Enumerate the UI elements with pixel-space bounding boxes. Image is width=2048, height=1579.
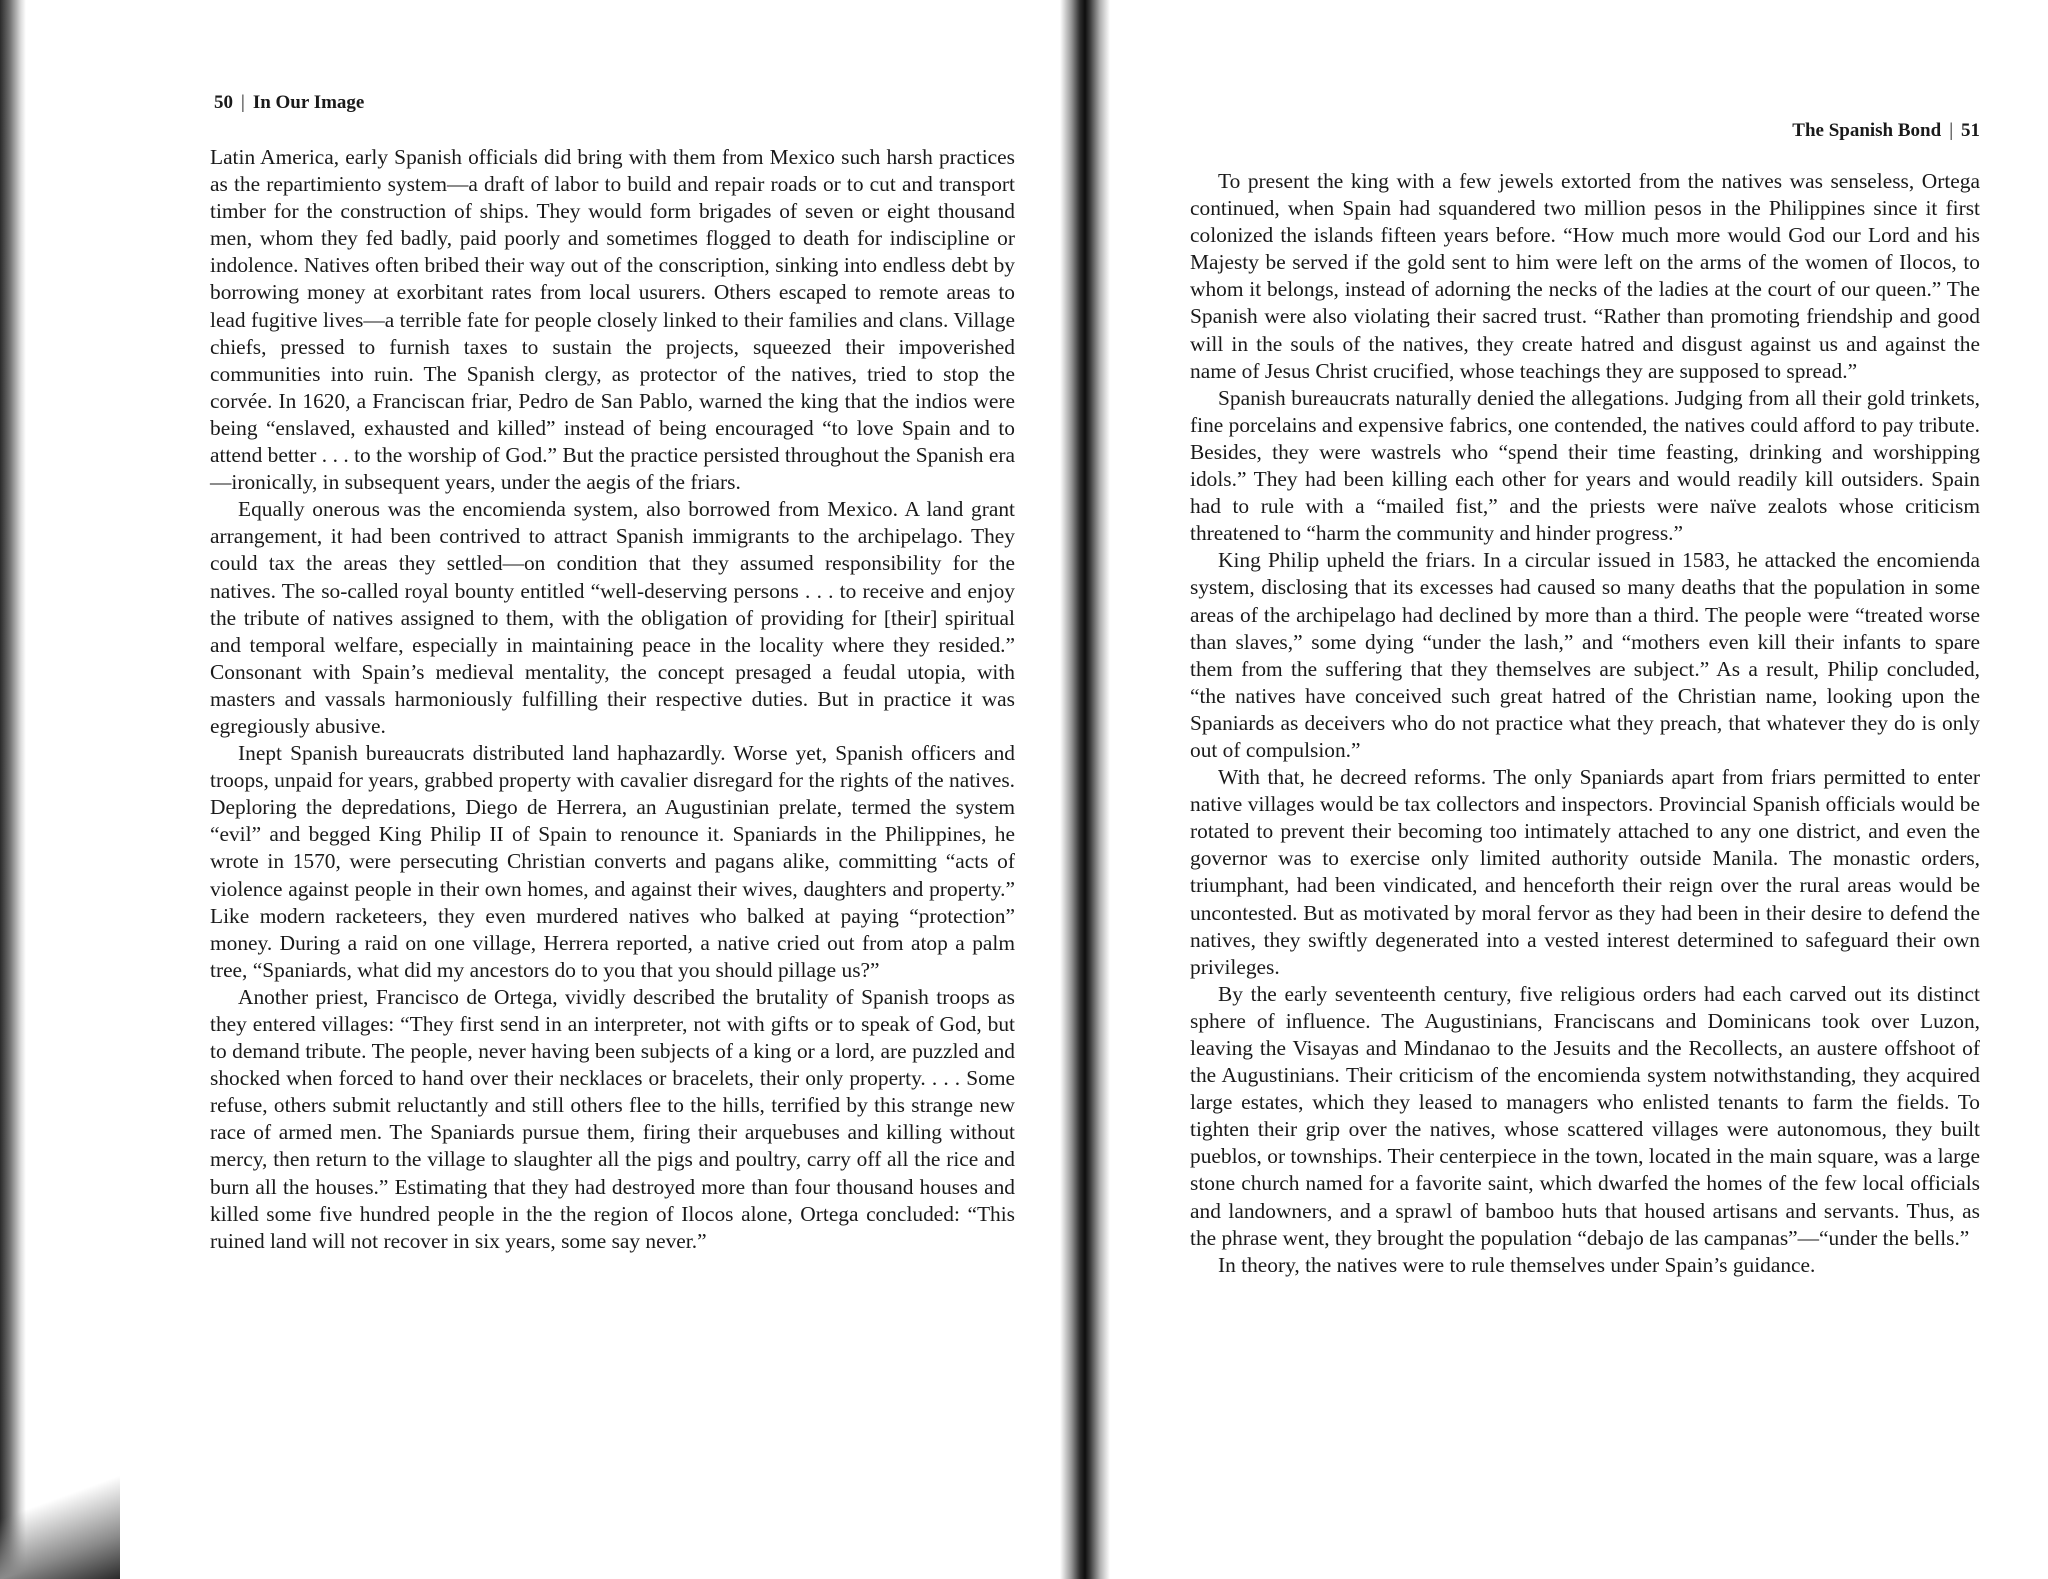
left-page-corner-shadow xyxy=(0,1450,120,1579)
right-page xyxy=(1190,0,1980,1579)
paragraph: In theory, the natives were to rule themselves under Spain’s guidance. xyxy=(1218,1252,1816,1277)
book-gutter xyxy=(1060,0,1110,1579)
paragraph: Another priest, Francisco de Ortega, vividly described the brutality of Spanish troops as they entered villages: “They first send in an interpreter, not with gifts or to speak of God, but to demand tribute. The people, never having been subjects of a king or a lord, are puzzled and shocked when forced to hand over their necklaces or bracelets, their only property. . . . Some refuse, others submit reluctantly and still others flee to the hills, terrified by this strange new race of armed men. The Spaniards pursue them, firing their arquebuses and killing without mercy, then return to the village to slaughter all the pigs and poultry, carry off all the rice and burn all the houses.” Estimating that they had destroyed more than four thousand houses and killed some five hundred people in the the region of Ilocos alone, Ortega concluded: “This ruined land will not recover in six years, some say never.” xyxy=(210,984,1015,1253)
book-title: In Our Image xyxy=(252,92,365,113)
left-page xyxy=(210,0,1015,1579)
paragraph: King Philip upheld the friars. In a circular issued in 1583, he attacked the encomienda system, disclosing that its excesses had caused so many deaths that the population in some areas of the archipelago had declined by more than a third. The people were “treated worse than slaves,” some dying “under the lash,” and “mothers even kill their infants to spare them from the suffering that they themselves are subject.” As a result, Philip concluded, “the natives have conceived such great hatred of the Christian name, looking upon the Spaniards as deceivers who do not practice what they preach, that whatever they do is only out of compulsion.” xyxy=(1190,548,1980,762)
paragraph: To present the king with a few jewels extorted from the natives was senseless, Ortega continued, when Spain had squandered two million pesos in the Philippines since it first colonized the islands fifteen years before. “How much more would God our Lord and his Majesty be served if the gold sent to him were left on the arms of the women of Ilocos, to whom it belongs, instead of adorning the necks of the ladies at the court of our queen.” The Spanish were also violating their sacred trust. “Rather than promoting friendship and good will in the souls of the natives, they create hatred and disgust against us and against the name of Jesus Christ crucified, whose teachings they are supposed to spread.” xyxy=(1190,169,1980,383)
paragraph: With that, he decreed reforms. The only Spaniards apart from friars permitted to enter native villages would be tax collectors and inspectors. Provincial Spanish officials would be rotated to prevent their becoming too intimately attached to any one district, and even the governor was to exercise only limited authority outside Manila. The monastic orders, triumphant, had been vindicated, and henceforth their reign over the rural areas would be uncontested. But as motivated by moral fervor as they had been in their desire to defend the natives, they swiftly degenerated into a vested interest determined to safeguard their own privileges. xyxy=(1190,765,1980,979)
running-head-separator: | xyxy=(1949,120,1953,141)
paragraph: By the early seventeenth century, five religious orders had each carved out its distinct sphere of influence. The Augustinians, Franciscans and Dominicans took over Luzon, leaving the Visayas and Mindanao to the Jesuits and the Recollects, an austere offshoot of the Augustinians. Their criticism of the encomienda system notwithstanding, they acquired large estates, which they leased to managers who enlisted tenants to farm the fields. To tighten their grip over the natives, whose scattered villages were autonomous, they built pueblos, or townships. Their centerpiece in the town, located in the main square, was a large stone church named for a favorite saint, which dwarfed the homes of the few local officials and landowners, and a sprawl of bamboo huts that housed artisans and servants. Thus, as the phrase went, they brought the population “debajo de las campanas”—“under the bells.” xyxy=(1190,981,1980,1250)
left-running-head xyxy=(214,92,364,114)
paragraph: Spanish bureaucrats naturally denied the allegations. Judging from all their gold trinkets, fine porcelains and expensive fabrics, one contended, the natives could afford to pay tribute. Besides, they were wastrels who “spend their time feasting, drinking and worshipping idols.” They had been killing each other for years and would readily kill outsiders. Spain had to rule with a “mailed fist,” and the priests were naïve zealots whose criticism threatened to “harm the community and hinder progress.” xyxy=(1190,385,1980,546)
page-number: 50 xyxy=(214,92,233,113)
paragraph: Inept Spanish bureaucrats distributed land haphazardly. Worse yet, Spanish officers and troops, unpaid for years, grabbed property with cavalier disregard for the rights of the natives. Deploring the depredations, Diego de Herrera, an Augustinian prelate, termed the system “evil” and begged King Philip II of Spain to renounce it. Spaniards in the Philippines, he wrote in 1570, were persecuting Christian converts and pagans alike, committing “acts of violence against people in their own homes, and against their wives, daughters and property.” Like modern racketeers, they even murdered natives who balked at paying “protection” money. During a raid on one village, Herrera reported, a native cried out from atop a palm tree, “Spaniards, what did my ancestors do to you that you should pillage us?” xyxy=(210,741,1015,982)
left-page-text xyxy=(210,144,1015,1255)
chapter-title: The Spanish Bond xyxy=(1792,120,1942,141)
running-head-separator: | xyxy=(241,92,245,113)
right-page-text xyxy=(1190,168,1980,1279)
left-page-edge-shadow xyxy=(0,0,26,1579)
page-number: 51 xyxy=(1961,120,1980,141)
paragraph: Latin America, early Spanish officials did bring with them from Mexico such harsh practices as the repartimiento system—a draft of labor to build and repair roads or to cut and transport timber for the construction of ships. They would form brigades of seven or eight thousand men, whom they fed badly, paid poorly and sometimes flogged to death for indiscipline or indolence. Natives often bribed their way out of the conscription, sinking into endless debt by borrowing money at exorbitant rates from local usurers. Others escaped to remote areas to lead fugitive lives—a terrible fate for people closely linked to their families and clans. Village chiefs, pressed to furnish taxes to sustain the projects, squeezed their impoverished communities into ruin. The Spanish clergy, as protector of the natives, tried to stop the corvée. In 1620, a Franciscan friar, Pedro de San Pablo, warned the king that the indios were being “enslaved, exhausted and killed” instead of being encouraged “to love Spain and to attend better . . . to the worship of God.” But the practice persisted throughout the Spanish era—ironically, in subsequent years, under the aegis of the friars. xyxy=(210,145,1015,495)
right-running-head xyxy=(1792,120,1980,142)
paragraph: Equally onerous was the encomienda system, also borrowed from Mexico. A land grant arrangement, it had been contrived to attract Spanish immigrants to the archipelago. They could tax the areas they settled—on condition that they assumed responsibility for the natives. The so-called royal bounty entitled “well-deserving persons . . . to receive and enjoy the tribute of natives assigned to them, with the obligation of providing for [their] spiritual and temporal welfare, especially in maintaining peace in the locality where they resided.” Consonant with Spain’s medieval mentality, the concept presaged a feudal utopia, with masters and vassals harmoniously fulfilling their respective duties. But in practice it was egregiously abusive. xyxy=(210,497,1015,738)
